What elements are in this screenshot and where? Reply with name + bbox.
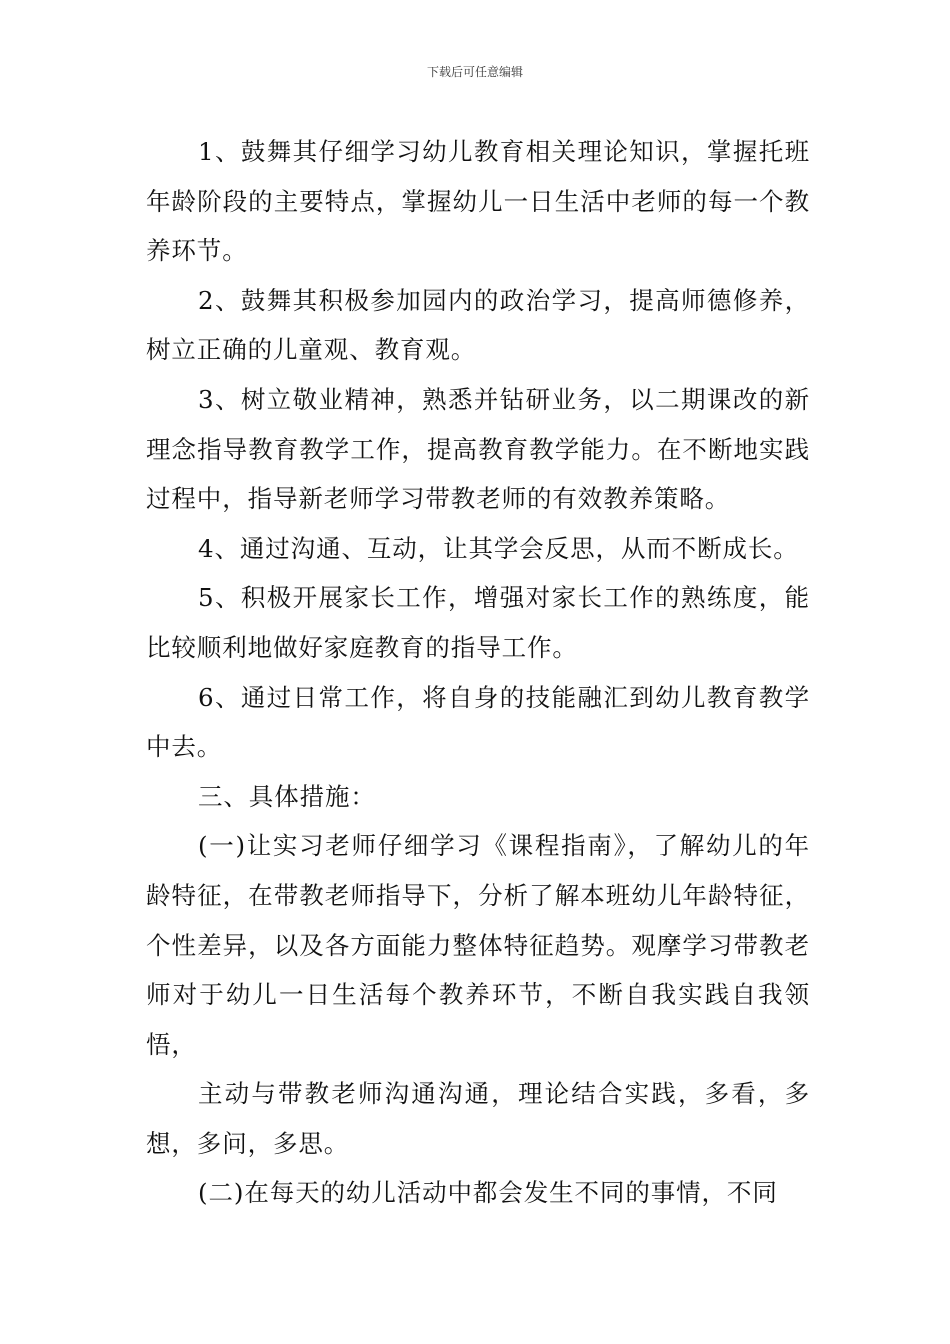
measure-paragraph-2: (二)在每天的幼儿活动中都会发生不同的事情，不同 — [198, 1178, 778, 1208]
paragraph-item-3: 3、树立敬业精神，熟悉并钻研业务，以二期课改的新理念指导教育教学工作，提高教育教学能力。在不断地实践过程中，指导新老师学习带教老师的有效教养策略。 — [146, 384, 810, 514]
measure-paragraph-continuation: 主动与带教老师沟通沟通，理论结合实践，多看，多想，多问，多思。 — [146, 1079, 810, 1158]
paragraph-item-6: 6、通过日常工作，将自身的技能融汇到幼儿教育教学中去。 — [146, 682, 810, 762]
measure-paragraph-1: (一)让实习老师仔细学习《课程指南》，了解幼儿的年龄特征，在带教老师指导下，分析了解本班幼儿年龄特征，个性差异，以及各方面能力整体特征趋势。观摩学习带教老师对于幼儿一日生活每个教养环节，不断自我实践自我领悟， — [146, 831, 810, 1059]
paragraph-item-1: 1、鼓舞其仔细学习幼儿教育相关理论知识，掌握托班年龄阶段的主要特点，掌握幼儿一日生活中老师的每一个教养环节。 — [146, 137, 810, 266]
page-header: 下载后可任意编辑 — [426, 65, 523, 79]
section-heading: 三、具体措施： — [198, 781, 376, 811]
document-body — [146, 127, 810, 1218]
paragraph-item-2: 2、鼓舞其积极参加园内的政治学习，提高师德修养，树立正确的儿童观、教育观。 — [146, 285, 810, 365]
paragraph-item-5: 5、积极开展家长工作，增强对家长工作的熟练度，能比较顺利地做好家庭教育的指导工作。 — [146, 583, 810, 662]
paragraph-item-4: 4、通过沟通、互动，让其学会反思，从而不断成长。 — [198, 533, 799, 563]
